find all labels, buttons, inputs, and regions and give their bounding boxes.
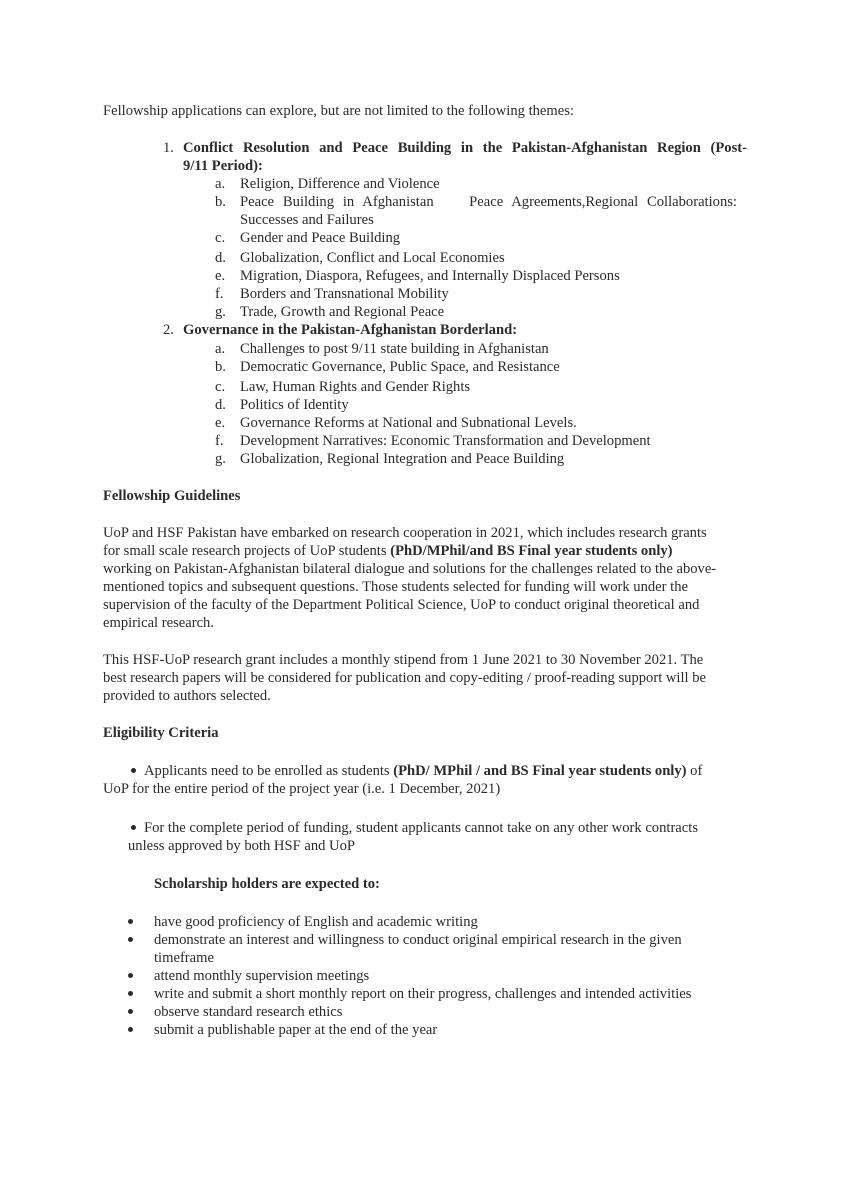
theme-1-item-g: Trade, Growth and Regional Peace	[240, 304, 445, 320]
theme-2-item-a: Challenges to post 9/11 state building in Afghanistan	[240, 341, 549, 357]
theme-2-item-b-letter: b.	[215, 359, 226, 375]
theme-2-item-f: Development Narratives: Economic Transformation and Development	[240, 433, 651, 449]
theme-2-item-d: Politics of Identity	[240, 397, 349, 413]
eligibility-bullet-2-line1: For the complete period of funding, student applicants cannot take on any other work contracts	[144, 820, 698, 836]
bullet-dot-icon	[131, 825, 136, 830]
guidelines-p2-line1: This HSF-UoP research grant includes a monthly stipend from 1 June 2021 to 30 November 2021. The	[103, 652, 704, 668]
eligibility-b1-c: of	[686, 763, 703, 779]
guidelines-student-eligibility: (PhD/MPhil/and BS Final year students only)	[390, 543, 673, 559]
theme-2-item-e: Governance Reforms at National and Subnational Levels.	[240, 415, 577, 431]
theme-1-item-f: Borders and Transnational Mobility	[240, 286, 449, 302]
theme-1-item-b-line2: Successes and Failures	[240, 212, 374, 228]
eligibility-bullet-1-line1	[144, 762, 702, 780]
theme-2-item-f-letter: f.	[215, 433, 224, 449]
theme-2-item-a-letter: a.	[215, 341, 226, 357]
expectation-item-3: attend monthly supervision meetings	[154, 968, 370, 984]
eligibility-b1-b: (PhD/ MPhil / and BS Final year students only)	[393, 763, 687, 779]
guidelines-p1-line6: empirical research.	[103, 615, 215, 631]
expectation-item-2-line2: timeframe	[154, 950, 214, 966]
guidelines-p1-line1: UoP and HSF Pakistan have embarked on research cooperation in 2021, which includes research grants	[103, 525, 707, 541]
theme-1-title-line2: 9/11 Period):	[183, 158, 263, 174]
bullet-dot-icon	[128, 919, 133, 924]
guidelines-p2-line3: provided to authors selected.	[103, 688, 271, 704]
expectation-item-4: write and submit a short monthly report on their progress, challenges and intended activities	[154, 986, 692, 1002]
theme-1-item-d-letter: d.	[215, 250, 226, 266]
expectations-heading: Scholarship holders are expected to:	[154, 876, 380, 892]
theme-1-item-b-letter: b.	[215, 194, 226, 210]
intro-text: Fellowship applications can explore, but are not limited to the following themes:	[103, 103, 574, 119]
theme-1-number: 1.	[163, 140, 174, 156]
theme-1-item-d: Globalization, Conflict and Local Economies	[240, 250, 505, 266]
guidelines-p1-line2a: for small scale research projects of UoP students	[103, 543, 391, 559]
guidelines-p1-line3: working on Pakistan-Afghanistan bilateral dialogue and solutions for the challenges related to the above-	[103, 561, 717, 577]
bullet-dot-icon	[128, 1027, 133, 1032]
expectation-item-5: observe standard research ethics	[154, 1004, 343, 1020]
theme-1-item-f-letter: f.	[215, 286, 224, 302]
theme-1-item-c-letter: c.	[215, 230, 226, 246]
bullet-dot-icon	[131, 768, 136, 773]
theme-2-item-d-letter: d.	[215, 397, 226, 413]
theme-2-title: Governance in the Pakistan-Afghanistan Borderland:	[183, 322, 518, 338]
theme-2-item-b: Democratic Governance, Public Space, and Resistance	[240, 359, 560, 375]
eligibility-bullet-1-line2: UoP for the entire period of the project year (i.e. 1 December, 2021)	[103, 781, 501, 797]
theme-2-item-e-letter: e.	[215, 415, 226, 431]
theme-2-item-g: Globalization, Regional Integration and Peace Building	[240, 451, 565, 467]
theme-2-item-c: Law, Human Rights and Gender Rights	[240, 379, 471, 395]
theme-1-item-a-letter: a.	[215, 176, 226, 192]
bullet-dot-icon	[128, 937, 133, 942]
eligibility-b1-a: Applicants need to be enrolled as students	[144, 763, 394, 779]
guidelines-p2-line2: best research papers will be considered for publication and copy-editing / proof-reading support will be	[103, 670, 707, 686]
theme-2-number: 2.	[163, 322, 174, 338]
theme-1-item-a: Religion, Difference and Violence	[240, 176, 440, 192]
bullet-dot-icon	[128, 991, 133, 996]
theme-1-item-b: Peace Building in Afghanistan Peace Agreements,Regional Collaborations:	[240, 194, 737, 210]
eligibility-bullet-2-line2: unless approved by both HSF and UoP	[128, 838, 356, 854]
expectation-item-1: have good proficiency of English and academic writing	[154, 914, 478, 930]
guidelines-p1-line2	[103, 542, 673, 560]
theme-1-item-e: Migration, Diaspora, Refugees, and Internally Displaced Persons	[240, 268, 620, 284]
theme-1-title-line1: Conflict Resolution and Peace Building in the Pakistan-Afghanistan Region (Post-	[183, 140, 747, 156]
theme-1-item-g-letter: g.	[215, 304, 226, 320]
bullet-dot-icon	[128, 973, 133, 978]
guidelines-p1-line5: supervision of the faculty of the Department Political Science, UoP to conduct original theoretical and	[103, 597, 700, 613]
guidelines-p1-line4: mentioned topics and subsequent questions. Those students selected for funding will work under the	[103, 579, 688, 595]
expectation-item-6: submit a publishable paper at the end of the year	[154, 1022, 438, 1038]
eligibility-heading: Eligibility Criteria	[103, 725, 219, 741]
bullet-dot-icon	[128, 1009, 133, 1014]
theme-2-item-g-letter: g.	[215, 451, 226, 467]
theme-1-item-c: Gender and Peace Building	[240, 230, 401, 246]
guidelines-heading: Fellowship Guidelines	[103, 488, 241, 504]
theme-2-item-c-letter: c.	[215, 379, 226, 395]
theme-1-item-e-letter: e.	[215, 268, 226, 284]
expectation-item-2: demonstrate an interest and willingness to conduct original empirical research in the given	[154, 932, 682, 948]
